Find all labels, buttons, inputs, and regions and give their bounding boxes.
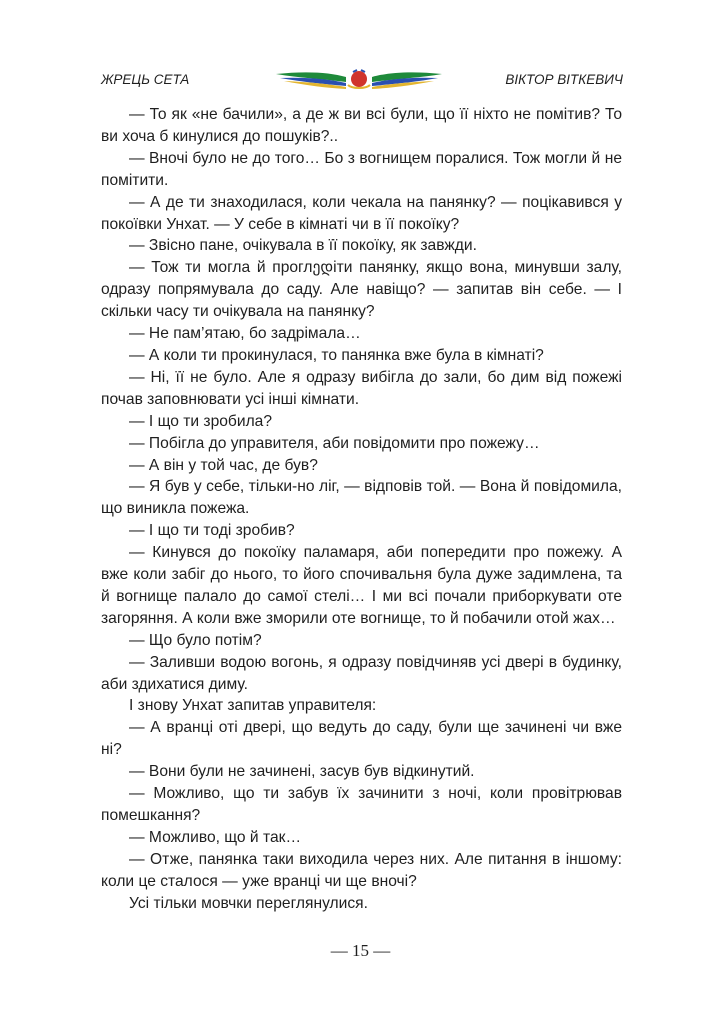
paragraph: — Отже, панянка таки виходила через них. Але питання в іншому: коли це сталося — уже вранці чи ще вночі? (101, 850, 622, 890)
paragraph: — То як «не бачили», а де ж ви всі були, що її ніхто не помітив? То ви хоча б кинулися до пошуків?.. (101, 106, 622, 145)
paragraph: — Побігла до управителя, аби повідомити про пожежу… (129, 434, 540, 452)
paragraph: — І що ти зробила? (129, 412, 273, 430)
running-title: ЖРЕЦЬ СЕТА (101, 72, 190, 87)
paragraph: — Тож ти могла й проглედіти панянку, якщо вона, минувши залу, одразу попрямувала до саду. Але навіщо? — запитав він себе. — І скільки часу ти очікувала на панянку? (101, 259, 622, 321)
paragraph: — А де ти знаходилася, коли чекала на панянку? — поцікавився у покоївки Унхат. — У себе в кімнаті чи в її покоїку? (101, 193, 622, 233)
paragraph: І знову Унхат запитав управителя: (129, 697, 377, 715)
paragraph: — Можливо, що ти забув їх зачинити з ночі, коли провітрював помешкання? (101, 785, 622, 824)
paragraph: — Що було потім? (129, 631, 262, 649)
paragraph: — А коли ти прокинулася, то панянка вже була в кімнаті? (129, 346, 544, 364)
paragraph: — Не пам’ятаю, бо задрімала… (129, 325, 361, 343)
paragraph: — Вночі було не до того… Бо з вогнищем поралися. Тож могли й не помітити. (101, 149, 622, 189)
paragraph: — А він у той час, де був? (129, 456, 318, 474)
paragraph: Усі тільки мовчки переглянулися. (129, 894, 368, 912)
paragraph: — Кинувся до покоїку паламаря, аби попередити про пожежу. А вже коли забіг до нього, то його спочивальня була дуже задимлена, та й вогнище палало до самої стелі… І ми всі почали приборкувати оте загоряння. А коли вже зморили оте вогнище, то й побачили отой жах… (101, 544, 622, 627)
winged-sun-emblem-icon (274, 68, 444, 90)
paragraph: — А вранці оті двері, що ведуть до саду, були ще зачинені чи вже ні? (101, 719, 622, 759)
paragraph: — І що ти тоді зробив? (129, 522, 295, 540)
paragraph: — Ні, її не було. Але я одразу вибігла до зали, бо дим від пожежі почав заповнювати усі інші кімнати. (101, 368, 622, 408)
running-header (101, 68, 623, 92)
paragraph: — Вони були не зачинені, засув був відкинутий. (129, 763, 475, 781)
paragraph: — Можливо, що й так… (129, 828, 302, 846)
page-number: — 15 — (330, 941, 391, 960)
paragraph: — Заливши водою вогонь, я одразу повідчиняв усі двері в будинку, аби здихатися диму. (101, 653, 622, 693)
paragraph: — Звісно пане, очікувала в її покоїку, як завжди. (129, 237, 477, 255)
paragraph: — Я був у себе, тільки-но ліг, — відповів той. — Вона й повідомила, що виникла пожежа. (101, 478, 622, 518)
author-name: ВІКТОР ВІТКЕВИЧ (505, 72, 623, 87)
body-text (101, 104, 622, 915)
